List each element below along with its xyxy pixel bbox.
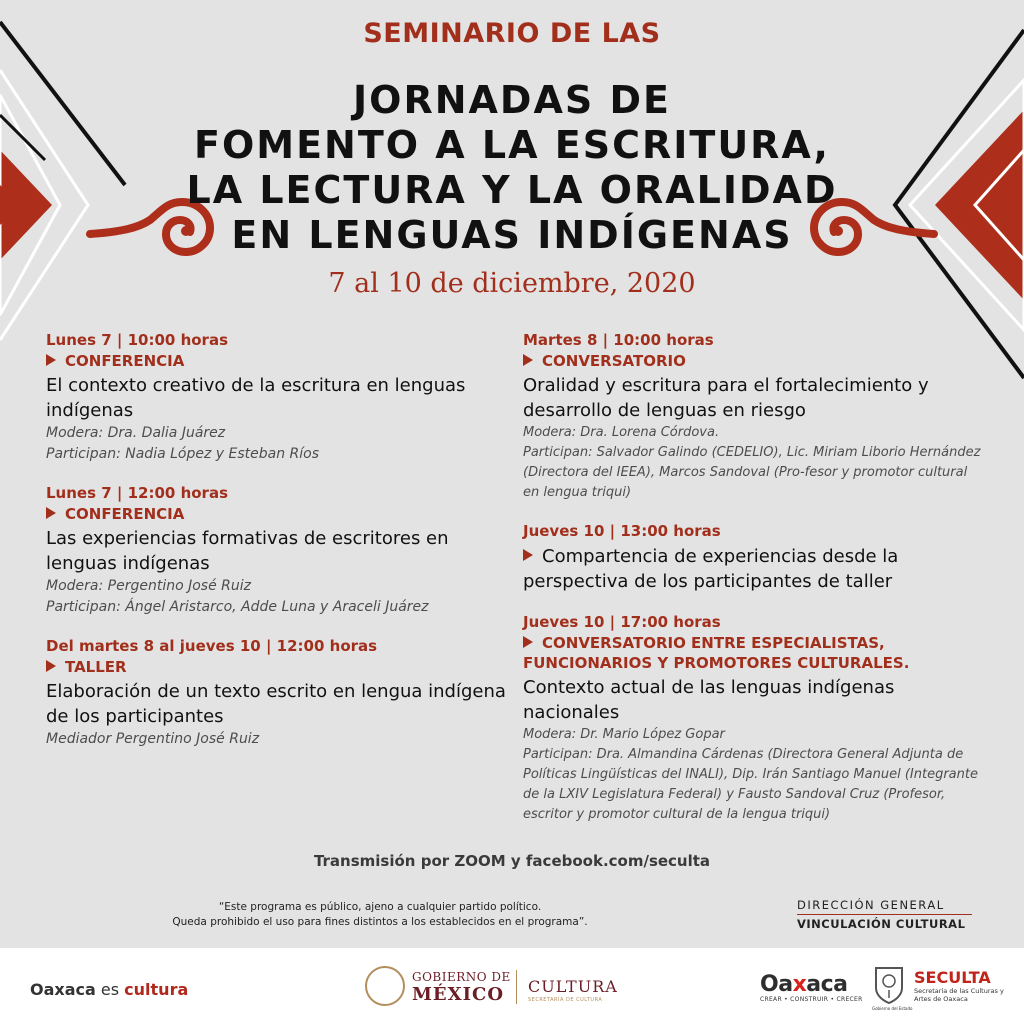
event-type xyxy=(46,351,506,371)
event-dates: 7 al 10 de diciembre, 2020 xyxy=(328,268,696,299)
oaxaca-wordmark xyxy=(760,972,860,997)
event-title: Las experiencias formativas de escritores en lenguas indígenas xyxy=(46,528,449,574)
seculta-sub: Secretaría de las Culturas y xyxy=(914,987,1004,995)
wordmark-part: x xyxy=(792,972,807,997)
event-item xyxy=(523,521,983,594)
gobierno-de-mexico-logo xyxy=(365,966,625,1012)
event-type-label: CONVERSATORIO ENTRE ESPECIALISTAS, FUNCIONARIOS Y PROMOTORES CULTURALES. xyxy=(523,634,910,672)
gobierno-line1: GOBIERNO DE xyxy=(412,970,511,984)
cultura-sub: SECRETARÍA DE CULTURA xyxy=(528,997,603,1003)
title-line: LA LECTURA Y LA ORALIDAD xyxy=(186,168,838,212)
event-participants: Participan: Nadia López y Esteban Ríos xyxy=(46,446,320,462)
seminar-kicker: SEMINARIO DE LAS xyxy=(363,18,661,49)
seculta-logo xyxy=(914,968,1004,1003)
triangle-bullet-icon xyxy=(523,636,533,648)
event-time: Martes 8 | 10:00 horas xyxy=(523,331,714,349)
seculta-sub: Artes de Oaxaca xyxy=(914,995,968,1003)
event-time: Lunes 7 | 10:00 horas xyxy=(46,331,228,349)
triangle-bullet-icon xyxy=(523,354,533,366)
event-time: Jueves 10 | 17:00 horas xyxy=(523,613,721,631)
event-type-label: CONFERENCIA xyxy=(65,352,185,370)
direccion-line2: VINCULACIÓN CULTURAL xyxy=(797,917,966,931)
oaxaca-es-cultura-logo xyxy=(30,980,188,999)
event-time: Lunes 7 | 12:00 horas xyxy=(46,484,228,502)
schedule-left-column xyxy=(46,330,506,768)
event-moderator: Modera: Dr. Mario López Gopar xyxy=(523,727,725,742)
direccion-general-label xyxy=(797,898,972,931)
logo-divider xyxy=(516,970,517,1004)
event-participants: Participan: Salvador Galindo (CEDELIO), Lic. Miriam Liborio Hernández (Directora del IEEA), Marcos Sandoval (Pro-fesor y promotor cultural en lengua triqui) xyxy=(523,445,981,500)
mexico-seal-icon xyxy=(365,966,405,1006)
event-type xyxy=(46,504,506,524)
event-type-label: CONFERENCIA xyxy=(65,505,185,523)
triangle-bullet-icon xyxy=(523,549,533,561)
event-moderator: Modera: Dra. Lorena Córdova. xyxy=(523,425,720,440)
event-item xyxy=(46,330,506,465)
event-title: Oralidad y escritura para el fortalecimiento y desarrollo de lenguas en riesgo xyxy=(523,375,929,421)
title-line: JORNADAS DE xyxy=(353,78,671,122)
event-time: Jueves 10 | 13:00 horas xyxy=(523,522,721,540)
seculta-name: SECULTA xyxy=(914,968,991,987)
gobierno-line2: MÉXICO xyxy=(412,984,505,1005)
event-type xyxy=(523,351,983,371)
event-type-label: TALLER xyxy=(65,658,127,676)
event-mediator: Mediador Pergentino José Ruiz xyxy=(46,731,260,747)
event-title: Elaboración de un texto escrito en lengua indígena de los participantes xyxy=(46,681,506,727)
oaxaca-slogan: CREAR • CONSTRUIR • CRECER xyxy=(760,996,863,1003)
event-type xyxy=(523,633,983,673)
logo-word: cultura xyxy=(124,980,189,999)
oaxaca-logo xyxy=(760,972,863,1003)
logo-word: es xyxy=(100,980,120,999)
stream-info: Transmisión por ZOOM y facebook.com/seculta xyxy=(313,852,711,870)
schedule-right-column xyxy=(523,330,983,843)
triangle-bullet-icon xyxy=(46,660,56,672)
direccion-line1: DIRECCIÓN GENERAL xyxy=(797,898,972,915)
event-moderator: Modera: Dra. Dalia Juárez xyxy=(46,425,226,441)
wordmark-part: aca xyxy=(806,972,848,997)
event-title: Contexto actual de las lenguas indígenas nacionales xyxy=(523,677,895,723)
event-item xyxy=(523,612,983,825)
event-item xyxy=(46,483,506,618)
triangle-bullet-icon xyxy=(46,354,56,366)
event-title-label: Compartencia de experiencias desde la perspectiva de los participantes de taller xyxy=(523,546,899,592)
title-line: FOMENTO A LA ESCRITURA, xyxy=(194,123,830,167)
event-moderator: Modera: Pergentino José Ruiz xyxy=(46,578,251,594)
event-time: Del martes 8 al jueves 10 | 12:00 horas xyxy=(46,637,378,655)
event-type xyxy=(46,657,506,677)
logo-word: Oaxaca xyxy=(30,980,96,999)
wordmark-part: Oa xyxy=(760,972,793,997)
disclaimer xyxy=(100,900,660,930)
page-title xyxy=(120,78,904,258)
event-title: El contexto creativo de la escritura en lenguas indígenas xyxy=(46,375,466,421)
event-item xyxy=(523,330,983,503)
logo-footer xyxy=(0,948,1024,1024)
disclaimer-line: Queda prohibido el uso para fines distintos a los establecidos en el programa”. xyxy=(172,916,588,928)
triangle-bullet-icon xyxy=(46,507,56,519)
event-item xyxy=(46,636,506,750)
event-title xyxy=(523,544,983,594)
event-participants: Participan: Dra. Almandina Cárdenas (Directora General Adjunta de Políticas Lingüísticas del INALI), Dip. Irán Santiago Manuel (Integrante de la LXIV Legislatura Federal) y Fausto Sandoval Cruz (Profesor, escritor y promotor cultural de la lengua triqui) xyxy=(523,747,978,822)
oaxaca-shield-icon xyxy=(872,966,913,1011)
right-diamond-frame-icon xyxy=(895,30,1024,378)
title-line: EN LENGUAS INDÍGENAS xyxy=(231,213,793,257)
cultura-label: CULTURA xyxy=(528,977,618,996)
event-type-label: CONVERSATORIO xyxy=(542,352,686,370)
shield-caption: Gobierno del Estado xyxy=(872,1006,913,1011)
disclaimer-line: “Este programa es público, ajeno a cualquier partido político. xyxy=(218,901,542,913)
event-participants: Participan: Ángel Aristarco, Adde Luna y Araceli Juárez xyxy=(46,599,429,615)
